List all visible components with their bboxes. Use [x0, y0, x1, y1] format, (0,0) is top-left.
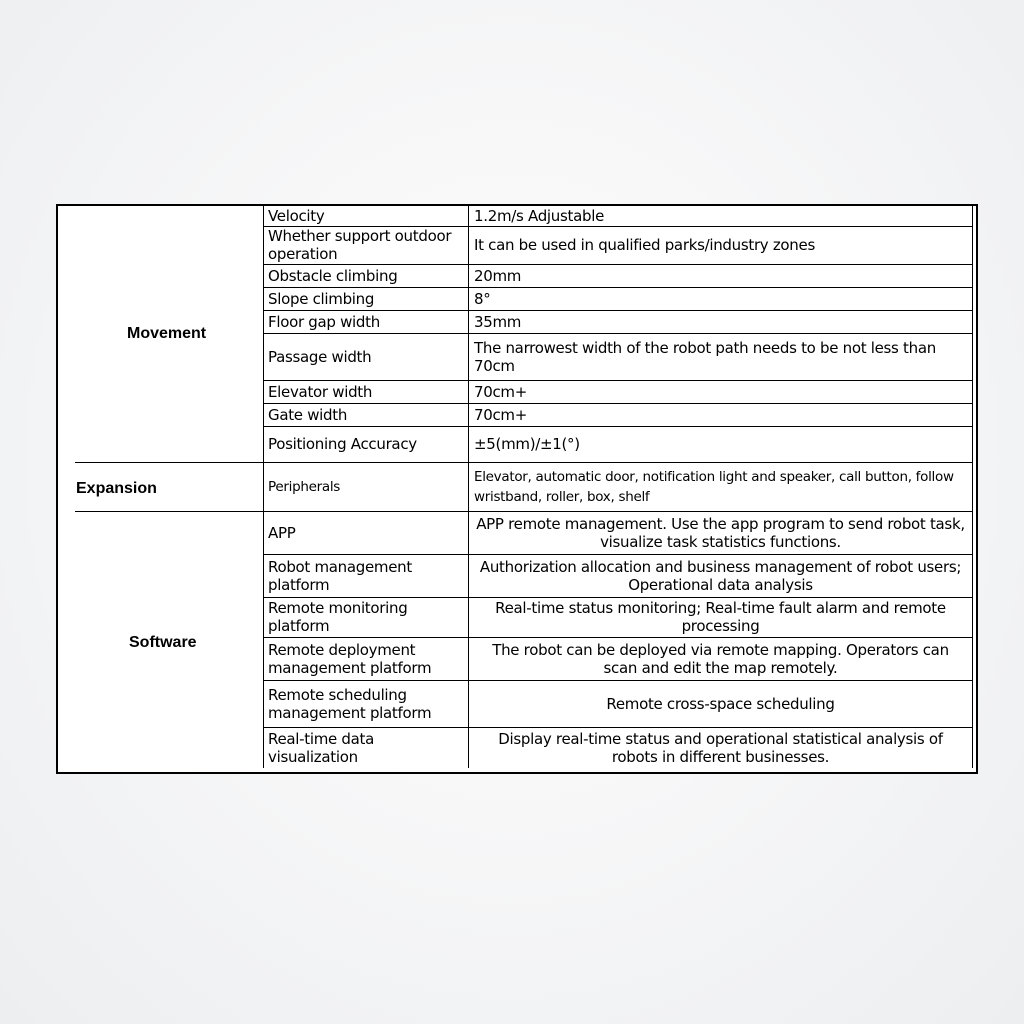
row-label-positioning-accuracy: Positioning Accuracy: [268, 435, 417, 453]
row-label-remote-monitoring-platform: Remote monitoring platform: [268, 599, 408, 635]
column-divider: [972, 206, 973, 768]
row-label-obstacle-climbing: Obstacle climbing: [268, 266, 398, 285]
row-value-passage-width: The narrowest width of the robot path needs to be not less than 70cm: [474, 338, 936, 375]
row-value-positioning-accuracy: ±5(mm)/±1(°): [474, 435, 580, 453]
row-label-remote-deployment-platform: Remote deployment management platform: [268, 640, 432, 677]
group-label-software: Software: [129, 634, 197, 651]
row-value-floor-gap-width: 35mm: [474, 312, 522, 331]
row-label-slope-climbing: Slope climbing: [268, 289, 375, 308]
row-value-remote-deployment-platform: The robot can be deployed via remote mapping. Operators can scan and edit the map remotely.: [492, 640, 949, 677]
row-value-obstacle-climbing: 20mm: [474, 266, 522, 285]
row-label-realtime-data-visualization: Real-time data visualization: [268, 729, 374, 766]
row-value-realtime-data-visualization: Display real-time status and operational statistical analysis of robots in different businesses.: [498, 729, 943, 766]
group-label-movement: Movement: [127, 325, 207, 342]
row-value-velocity: 1.2m/s Adjustable: [474, 207, 605, 225]
row-value-robot-management-platform: Authorization allocation and business management of robot users; Operational data analysis: [479, 557, 962, 594]
row-value-gate-width: 70cm+: [474, 405, 528, 424]
row-label-floor-gap-width: Floor gap width: [268, 312, 380, 331]
row-value-slope-climbing: 8°: [474, 289, 491, 308]
row-label-outdoor-operation: Whether support outdoor operation: [268, 227, 452, 263]
row-label-gate-width: Gate width: [268, 405, 348, 424]
row-label-app: APP: [268, 524, 296, 542]
row-value-app: APP remote management. Use the app program to send robot task, visualize task statistics functions.: [476, 515, 965, 551]
row-value-elevator-width: 70cm+: [474, 382, 528, 401]
row-label-robot-management-platform: Robot management platform: [268, 557, 412, 594]
row-label-velocity: Velocity: [268, 207, 325, 225]
row-value-outdoor-operation: It can be used in qualified parks/industry zones: [474, 236, 815, 254]
row-label-elevator-width: Elevator width: [268, 382, 373, 401]
group-label-expansion: Expansion: [76, 480, 157, 497]
row-value-remote-monitoring-platform: Real-time status monitoring; Real-time fault alarm and remote processing: [495, 599, 946, 635]
row-value-remote-scheduling-platform: Remote cross-space scheduling: [606, 694, 835, 713]
specification-table: [56, 204, 978, 774]
row-label-passage-width: Passage width: [268, 347, 372, 366]
row-label-peripherals: Peripherals: [268, 479, 341, 495]
row-label-remote-scheduling-platform: Remote scheduling management platform: [268, 685, 432, 722]
row-value-peripherals: Elevator, automatic door, notification light and speaker, call button, follow wristband, roller, box, shelf: [474, 469, 954, 505]
